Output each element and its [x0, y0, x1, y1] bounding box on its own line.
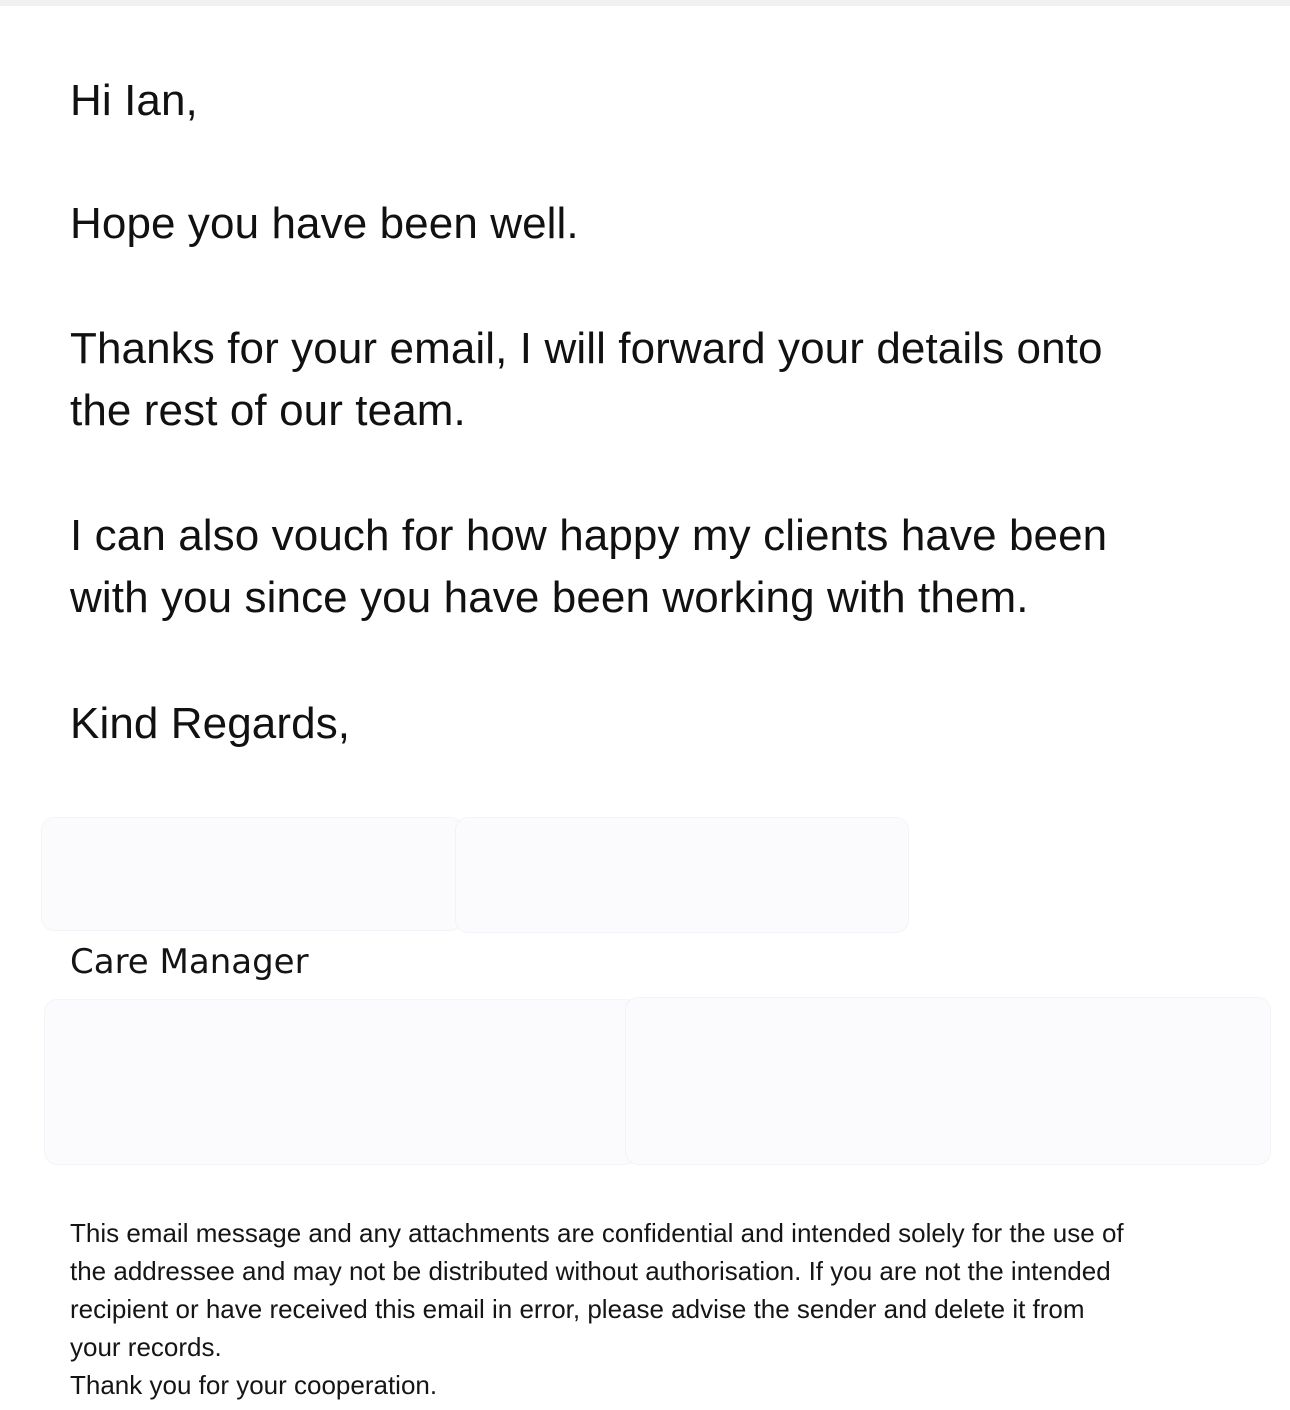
email-thanks-line-1: Thanks for your email, I will forward your details onto — [70, 324, 1103, 373]
top-strip — [0, 0, 1290, 6]
redacted-signature-details-left — [45, 1000, 637, 1164]
redacted-signature-name-left — [42, 818, 462, 930]
disclaimer-line: Thank you for your cooperation. — [70, 1370, 438, 1400]
email-signoff: Kind Regards, — [70, 699, 351, 748]
email-vouch-line-1: I can also vouch for how happy my clients have been — [70, 511, 1108, 560]
email-hope-line: Hope you have been well. — [70, 199, 579, 248]
email-thanks-line-2: the rest of our team. — [70, 386, 466, 435]
disclaimer-line: the addressee and may not be distributed without authorisation. If you are not the intended — [70, 1256, 1111, 1286]
disclaimer-line: This email message and any attachments are confidential and intended solely for the use of — [70, 1218, 1124, 1248]
disclaimer-line: your records. — [70, 1332, 222, 1362]
email-greeting: Hi Ian, — [70, 76, 198, 125]
email-vouch-line-2: with you since you have been working with them. — [70, 573, 1029, 622]
signature-title: Care Manager — [70, 942, 309, 982]
email-disclaimer — [70, 1214, 1275, 1404]
redacted-signature-details-right — [626, 998, 1270, 1164]
disclaimer-line: recipient or have received this email in error, please advise the sender and delete it from — [70, 1294, 1085, 1324]
redacted-signature-name-right — [456, 818, 908, 932]
